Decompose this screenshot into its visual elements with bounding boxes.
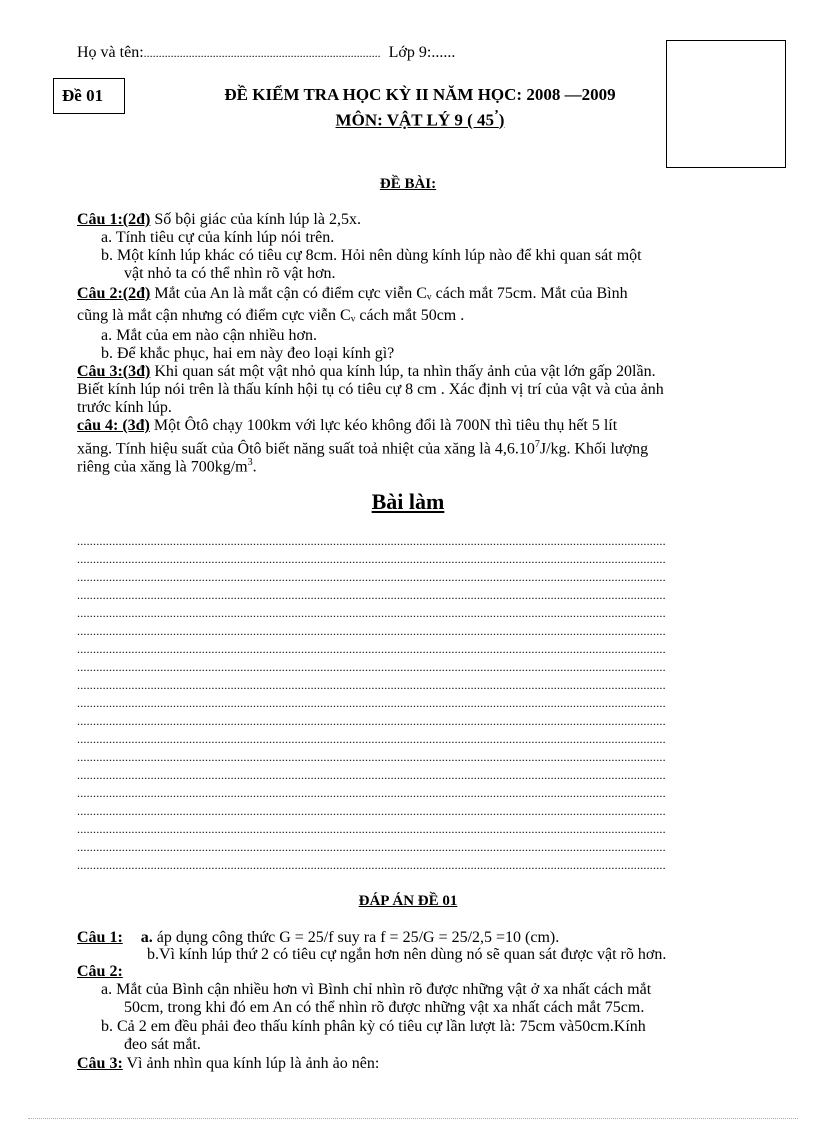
q3-text2: Biết kính lúp nói trên là thấu kính hội tụ có tiêu cự 8 cm . Xác định vị trí của vật và của ảnh — [77, 381, 664, 398]
a3-label: Câu 3: — [77, 1055, 123, 1072]
a2-label: Câu 2: — [77, 963, 123, 980]
a3-text: Vì ảnh nhìn qua kính lúp là ảnh ảo nên: — [122, 1055, 380, 1072]
q2-text1: Mắt của An là mắt cận có điểm cực viễn Cᵥ cách mắt 75cm. Mắt của Bình — [150, 285, 628, 302]
q3-line1 — [77, 363, 656, 381]
q1-line — [77, 211, 361, 229]
answer-line[interactable]: ........................................................................................................................................................................................ — [77, 642, 666, 656]
q3-text3: trước kính lúp. — [77, 399, 172, 416]
answer-line[interactable]: ........................................................................................................................................................................................ — [77, 570, 666, 584]
title-line2-wrap — [336, 105, 505, 131]
answer-line[interactable]: ........................................................................................................................................................................................ — [77, 840, 666, 854]
title-line1: ĐỀ KIỂM TRA HỌC KỲ II NĂM HỌC: 2008 —2009 — [224, 85, 616, 104]
q1-b1: b. Một kính lúp khác có tiêu cự 8cm. Hỏi nên dùng kính lúp nào để khi quan sát một — [101, 247, 642, 264]
a1-b: b.Vì kính lúp thứ 2 có tiêu cự ngắn hơn nên dùng nó sẽ quan sát được vật rõ hơn. — [147, 946, 667, 963]
a2-b2: đeo sát mắt. — [124, 1036, 201, 1053]
exam-code-box — [53, 78, 125, 114]
a1-a: áp dụng công thức G = 25/f suy ra f = 25/G = 25/2,5 =10 (cm). — [152, 929, 560, 946]
a1-a-label: a. — [140, 929, 153, 946]
a2-a2: 50cm, trong khi đó em An có thể nhìn rõ được những vật xa nhất cách mắt 75cm. — [124, 999, 645, 1016]
bai-lam-heading: Bài làm — [371, 489, 445, 514]
q4-label: câu 4: (3đ) — [77, 417, 150, 434]
class-label: Lớp 9:...... — [388, 44, 456, 61]
a2-b1: b. Cả 2 em đều phải đeo thấu kính phân kỳ có tiêu cự lần lượt là: 75cm và50cm.Kính — [101, 1018, 646, 1035]
name-dots: ............................................................................... — [143, 46, 381, 60]
q1-text: Số bội giác của kính lúp là 2,5x. — [150, 211, 361, 228]
title-sup: ’ — [494, 107, 499, 123]
answer-line[interactable]: ........................................................................................................................................................................................ — [77, 678, 666, 692]
q4-sup: 7 — [534, 439, 540, 450]
answer-line[interactable]: ........................................................................................................................................................................................ — [77, 768, 666, 782]
q4-text2: xăng. Tính hiệu suất của Ôtô biết năng suất toả nhiệt của xăng là 4,6.10 — [77, 440, 535, 458]
title-close: ) — [498, 110, 505, 130]
de-bai-heading: ĐỀ BÀI: — [379, 176, 437, 192]
name-line — [77, 44, 455, 62]
q1-a: a. Tính tiêu cự của kính lúp nói trên. — [101, 229, 335, 246]
name-label: Họ và tên: — [77, 44, 144, 61]
answer-line[interactable]: ........................................................................................................................................................................................ — [77, 804, 666, 818]
q1-b2: vật nhỏ ta có thể nhìn rõ vật hơn. — [124, 265, 336, 282]
q4-text3b: . — [252, 458, 257, 476]
answer-line[interactable]: ........................................................................................................................................................................................ — [77, 588, 666, 602]
q4-text3: riêng của xăng là 700kg/m — [77, 458, 248, 476]
a2-label-line — [77, 963, 123, 981]
answer-line[interactable]: ........................................................................................................................................................................................ — [77, 750, 666, 764]
page-bottom-rule — [28, 1118, 798, 1119]
answer-line[interactable]: ........................................................................................................................................................................................ — [77, 786, 666, 800]
q2-text2: cũng là mắt cận nhưng có điểm cực viễn Cᵥ cách mắt 50cm . — [77, 307, 465, 324]
answer-line[interactable]: ........................................................................................................................................................................................ — [77, 696, 666, 710]
q4-line3 — [77, 454, 257, 476]
answer-line[interactable]: ........................................................................................................................................................................................ — [77, 714, 666, 728]
a3-line — [77, 1055, 379, 1073]
q3-text1: Khi quan sát một vật nhỏ qua kính lúp, ta nhìn thấy ảnh của vật lớn gấp 20lần. — [150, 363, 656, 380]
q4-text1: Một Ôtô chạy 100km với lực kéo không đổi là 700N thì tiêu thụ hết 5 lít — [149, 417, 618, 434]
answer-line[interactable]: ........................................................................................................................................................................................ — [77, 534, 666, 548]
q3-label: Câu 3:(3đ) — [77, 363, 151, 380]
exam-code: Đề 01 — [62, 86, 104, 105]
answer-line[interactable]: ........................................................................................................................................................................................ — [77, 552, 666, 566]
q2-b: b. Để khắc phục, hai em này đeo loại kính gì? — [101, 345, 395, 362]
q4-line1 — [77, 417, 617, 435]
q2-a: a. Mắt của em nào cận nhiều hơn. — [101, 327, 317, 344]
q2-label: Câu 2:(2đ) — [77, 285, 151, 302]
answer-line[interactable]: ........................................................................................................................................................................................ — [77, 822, 666, 836]
answer-line[interactable]: ........................................................................................................................................................................................ — [77, 660, 666, 674]
q4-text2b: J/kg. Khối lượng — [539, 440, 649, 458]
answer-line[interactable]: ........................................................................................................................................................................................ — [77, 624, 666, 638]
exam-title — [160, 84, 680, 131]
a1-label: Câu 1: — [77, 929, 123, 946]
q2-line1 — [77, 285, 628, 303]
answer-line[interactable]: ........................................................................................................................................................................................ — [77, 732, 666, 746]
dap-an-heading: ĐÁP ÁN ĐỀ 01 — [358, 893, 458, 909]
a1-line — [77, 929, 559, 947]
q4-sup2: 3 — [247, 457, 253, 468]
q1-label: Câu 1:(2đ) — [77, 211, 151, 228]
answer-line[interactable]: ........................................................................................................................................................................................ — [77, 606, 666, 620]
answer-line[interactable]: ........................................................................................................................................................................................ — [77, 858, 666, 872]
title-line2: MÔN: VẬT LÝ 9 ( 45 — [335, 110, 495, 130]
a2-a1: a. Mắt của Bình cận nhiều hơn vì Bình chỉ nhìn rõ được những vật ở xa nhất cách mắt — [101, 981, 652, 998]
photo-box — [666, 40, 786, 168]
